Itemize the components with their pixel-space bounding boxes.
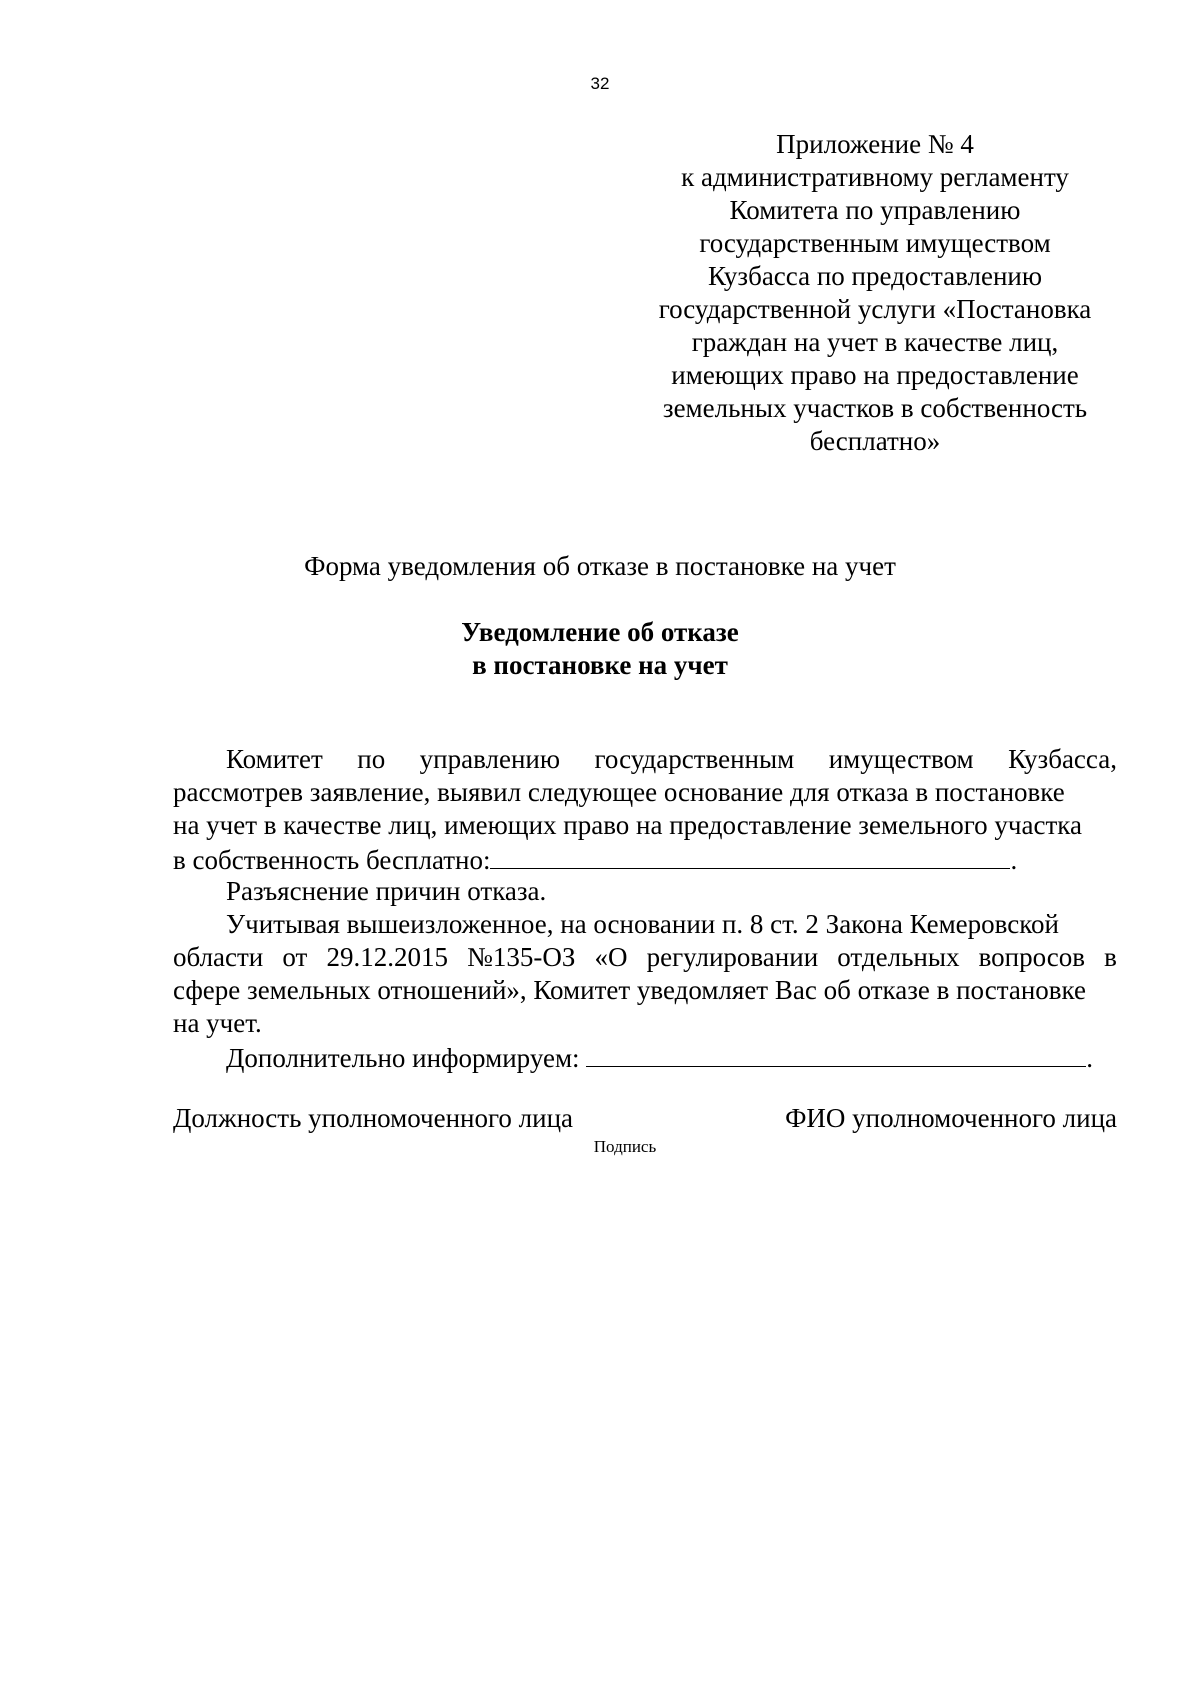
paragraph-1-line-3: на учет в качестве лиц, имеющих право на предоставление земельного участка: [173, 810, 1082, 840]
word: Комитет: [226, 744, 323, 774]
appendix-line: бесплатно»: [809, 426, 941, 456]
paragraph-3-line-3: сфере земельных отношений», Комитет уведомляет Вас об отказе в постановке: [173, 975, 1086, 1005]
appendix-line: Кузбасса по предоставлению: [707, 261, 1043, 291]
basis-label: в собственность бесплатно:: [173, 845, 491, 875]
notice-body: [173, 743, 1117, 1073]
word: по: [357, 744, 386, 774]
appendix-line: государственной услуги «Постановка: [658, 294, 1092, 324]
appendix-line: государственным имуществом: [699, 228, 1051, 258]
authorized-position: Должность уполномоченного лица: [173, 1103, 574, 1133]
word: имуществом: [828, 744, 974, 774]
paragraph-4: [173, 1040, 1117, 1073]
word: от: [282, 942, 308, 972]
word: вопросов: [978, 942, 1086, 972]
appendix-line: Приложение № 4: [776, 129, 974, 159]
appendix-line: земельных участков в собственность: [662, 393, 1088, 423]
word: Кузбасса,: [1008, 744, 1117, 774]
signature-label: Подпись: [593, 1137, 657, 1156]
title-line: в постановке на учет: [472, 650, 728, 680]
appendix-line: имеющих право на предоставление: [671, 360, 1079, 390]
period: .: [1086, 1043, 1094, 1073]
document-title: [0, 616, 1200, 682]
paragraph-1-line-1: [173, 743, 1117, 776]
paragraph-2: Разъяснение причин отказа.: [226, 876, 547, 906]
paragraph-1-line-2: рассмотрев заявление, выявил следующее основание для отказа в постановке: [173, 777, 1065, 807]
word: «О: [594, 942, 628, 972]
paragraph-3-line-4: на учет.: [173, 1008, 262, 1038]
word: государственным: [594, 744, 795, 774]
additional-info-blank: [586, 1040, 1086, 1067]
appendix-header: [640, 128, 1110, 458]
word: №135-ОЗ: [467, 942, 576, 972]
word: отдельных: [837, 942, 960, 972]
appendix-line: граждан на учет в качестве лиц,: [691, 327, 1059, 357]
word: 29.12.2015: [326, 942, 448, 972]
refusal-basis-blank: [490, 842, 1010, 869]
appendix-line: к административному регламенту: [681, 162, 1069, 192]
period: .: [1010, 845, 1018, 875]
paragraph-3-line-2: [173, 941, 1117, 974]
word: регулировании: [646, 942, 819, 972]
form-caption: Форма уведомления об отказе в постановке на учет: [304, 551, 896, 581]
word: в: [1104, 942, 1117, 972]
page-number: 32: [590, 74, 610, 93]
title-line: Уведомление об отказе: [461, 617, 739, 647]
appendix-line: Комитета по управлению: [729, 195, 1021, 225]
additional-info-label: Дополнительно информируем:: [226, 1043, 580, 1073]
authorized-name: ФИО уполномоченного лица: [785, 1103, 1117, 1133]
paragraph-1-line-4: [173, 842, 1117, 875]
word: области: [173, 942, 264, 972]
paragraph-3-line-1: Учитывая вышеизложенное, на основании п. 8 ст. 2 Закона Кемеровской: [226, 909, 1059, 939]
signature-block: [173, 1102, 1117, 1135]
word: управлению: [419, 744, 561, 774]
